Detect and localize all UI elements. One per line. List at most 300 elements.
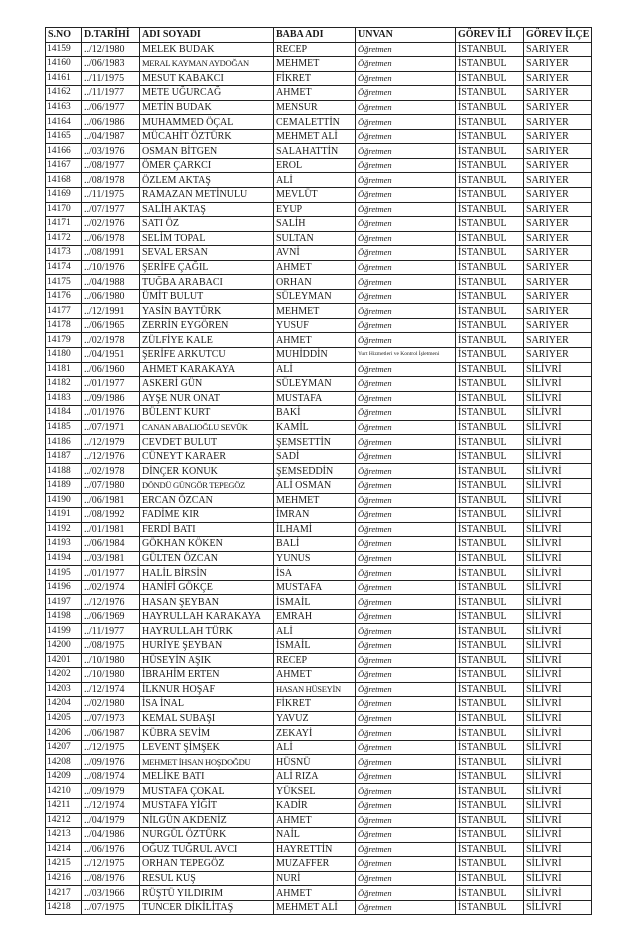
cell-sno: 14167 [46, 158, 82, 173]
cell-sno: 14176 [46, 289, 82, 304]
cell-district: SİLİVRİ [524, 755, 592, 770]
cell-province: İSTANBUL [456, 86, 524, 101]
cell-sno: 14184 [46, 406, 82, 421]
table-row [46, 886, 592, 901]
table-row [46, 609, 592, 624]
cell-birth-date: ../07/1980 [82, 478, 140, 493]
table-row [46, 289, 592, 304]
cell-district: SİLİVRİ [524, 798, 592, 813]
table-row [46, 522, 592, 537]
cell-province: İSTANBUL [456, 362, 524, 377]
cell-district: SARIYER [524, 100, 592, 115]
cell-birth-date: ../06/1977 [82, 100, 140, 115]
cell-full-name: MEHMET İHSAN HOŞDOĞDU [140, 755, 274, 770]
cell-father-name: ZEKAYİ [274, 726, 356, 741]
table-row [46, 842, 592, 857]
cell-sno: 14197 [46, 595, 82, 610]
cell-full-name: CÜNEYT KARAER [140, 449, 274, 464]
cell-father-name: SULTAN [274, 231, 356, 246]
cell-sno: 14165 [46, 129, 82, 144]
cell-full-name: MUHAMMED ÖÇAL [140, 115, 274, 130]
cell-province: İSTANBUL [456, 289, 524, 304]
cell-full-name: MESUT KABAKCI [140, 71, 274, 86]
cell-father-name: ALİ [274, 173, 356, 188]
cell-father-name: ŞEMSEDDİN [274, 464, 356, 479]
cell-full-name: ZÜLFİYE KALE [140, 333, 274, 348]
cell-district: SİLİVRİ [524, 697, 592, 712]
cell-province: İSTANBUL [456, 769, 524, 784]
cell-birth-date: ../02/1980 [82, 697, 140, 712]
cell-birth-date: ../06/1983 [82, 57, 140, 72]
cell-district: SARIYER [524, 202, 592, 217]
cell-title: Öğretmen [356, 57, 456, 72]
cell-district: SARIYER [524, 42, 592, 57]
document-page [45, 27, 592, 915]
cell-full-name: ŞERİFE ARKUTCU [140, 348, 274, 363]
table-row [46, 900, 592, 915]
cell-full-name: RAMAZAN METİNULU [140, 188, 274, 203]
cell-sno: 14207 [46, 740, 82, 755]
cell-full-name: NİLGÜN AKDENİZ [140, 813, 274, 828]
cell-province: İSTANBUL [456, 828, 524, 843]
cell-father-name: İLHAMİ [274, 522, 356, 537]
cell-father-name: YUSUF [274, 318, 356, 333]
cell-father-name: NURİ [274, 871, 356, 886]
cell-birth-date: ../06/1969 [82, 609, 140, 624]
table-row [46, 231, 592, 246]
cell-province: İSTANBUL [456, 478, 524, 493]
cell-province: İSTANBUL [456, 188, 524, 203]
cell-father-name: MEHMET [274, 493, 356, 508]
cell-title: Öğretmen [356, 508, 456, 523]
cell-full-name: FERDİ BATI [140, 522, 274, 537]
cell-father-name: MEHMET ALİ [274, 900, 356, 915]
table-row [46, 144, 592, 159]
cell-birth-date: ../03/1966 [82, 886, 140, 901]
cell-title: Öğretmen [356, 871, 456, 886]
cell-full-name: LEVENT ŞİMŞEK [140, 740, 274, 755]
cell-full-name: ÖZLEM AKTAŞ [140, 173, 274, 188]
cell-full-name: RESUL KUŞ [140, 871, 274, 886]
cell-title: Öğretmen [356, 420, 456, 435]
cell-district: SARIYER [524, 246, 592, 261]
cell-father-name: AHMET [274, 813, 356, 828]
cell-full-name: SELİM TOPAL [140, 231, 274, 246]
table-row [46, 260, 592, 275]
cell-full-name: ZERRİN EYGÖREN [140, 318, 274, 333]
cell-district: SİLİVRİ [524, 551, 592, 566]
header-full-name: ADI SOYADI [140, 28, 274, 43]
cell-father-name: İSA [274, 566, 356, 581]
cell-title: Öğretmen [356, 784, 456, 799]
cell-district: SİLİVRİ [524, 784, 592, 799]
cell-province: İSTANBUL [456, 57, 524, 72]
cell-birth-date: ../10/1976 [82, 260, 140, 275]
cell-full-name: MELİKE BATI [140, 769, 274, 784]
cell-sno: 14215 [46, 857, 82, 872]
cell-title: Öğretmen [356, 740, 456, 755]
cell-father-name: AHMET [274, 333, 356, 348]
cell-full-name: SEVAL ERSAN [140, 246, 274, 261]
table-row [46, 333, 592, 348]
cell-district: SİLİVRİ [524, 493, 592, 508]
table-row [46, 726, 592, 741]
cell-district: SARIYER [524, 260, 592, 275]
cell-title: Öğretmen [356, 595, 456, 610]
cell-province: İSTANBUL [456, 551, 524, 566]
table-row [46, 420, 592, 435]
cell-birth-date: ../11/1975 [82, 71, 140, 86]
cell-full-name: ÜMİT BULUT [140, 289, 274, 304]
cell-sno: 14173 [46, 246, 82, 261]
cell-father-name: İSMAİL [274, 638, 356, 653]
table-row [46, 566, 592, 581]
cell-title: Öğretmen [356, 42, 456, 57]
cell-sno: 14196 [46, 580, 82, 595]
cell-father-name: FİKRET [274, 71, 356, 86]
cell-father-name: SÜLEYMAN [274, 289, 356, 304]
cell-birth-date: ../04/1988 [82, 275, 140, 290]
cell-sno: 14181 [46, 362, 82, 377]
cell-birth-date: ../02/1978 [82, 464, 140, 479]
cell-province: İSTANBUL [456, 158, 524, 173]
cell-full-name: ERCAN ÖZCAN [140, 493, 274, 508]
cell-title: Öğretmen [356, 653, 456, 668]
cell-district: SİLİVRİ [524, 420, 592, 435]
cell-sno: 14188 [46, 464, 82, 479]
cell-sno: 14190 [46, 493, 82, 508]
cell-birth-date: ../11/1977 [82, 624, 140, 639]
table-row [46, 246, 592, 261]
cell-birth-date: ../08/1978 [82, 173, 140, 188]
cell-province: İSTANBUL [456, 304, 524, 319]
table-row [46, 129, 592, 144]
cell-father-name: CEMALETTİN [274, 115, 356, 130]
cell-father-name: MEVLÜT [274, 188, 356, 203]
cell-sno: 14210 [46, 784, 82, 799]
cell-province: İSTANBUL [456, 464, 524, 479]
cell-full-name: CEVDET BULUT [140, 435, 274, 450]
cell-province: İSTANBUL [456, 900, 524, 915]
cell-father-name: ŞEMSETTİN [274, 435, 356, 450]
cell-sno: 14208 [46, 755, 82, 770]
cell-birth-date: ../08/1977 [82, 158, 140, 173]
table-row [46, 711, 592, 726]
cell-province: İSTANBUL [456, 100, 524, 115]
cell-title: Öğretmen [356, 231, 456, 246]
header-sno: S.NO [46, 28, 82, 43]
table-row [46, 377, 592, 392]
table-row [46, 668, 592, 683]
cell-province: İSTANBUL [456, 275, 524, 290]
cell-province: İSTANBUL [456, 71, 524, 86]
cell-province: İSTANBUL [456, 668, 524, 683]
cell-title: Öğretmen [356, 391, 456, 406]
cell-district: SİLİVRİ [524, 886, 592, 901]
cell-district: SARIYER [524, 188, 592, 203]
cell-birth-date: ../01/1981 [82, 522, 140, 537]
cell-sno: 14174 [46, 260, 82, 275]
cell-province: İSTANBUL [456, 420, 524, 435]
cell-full-name: ŞERİFE ÇAĞIL [140, 260, 274, 275]
cell-title: Öğretmen [356, 886, 456, 901]
cell-title: Öğretmen [356, 493, 456, 508]
cell-title: Öğretmen [356, 638, 456, 653]
cell-title: Öğretmen [356, 522, 456, 537]
cell-province: İSTANBUL [456, 755, 524, 770]
table-row [46, 798, 592, 813]
cell-title: Öğretmen [356, 86, 456, 101]
cell-father-name: İMRAN [274, 508, 356, 523]
cell-title: Öğretmen [356, 217, 456, 232]
cell-district: SARIYER [524, 71, 592, 86]
cell-title: Öğretmen [356, 813, 456, 828]
cell-province: İSTANBUL [456, 231, 524, 246]
cell-province: İSTANBUL [456, 202, 524, 217]
cell-title: Öğretmen [356, 435, 456, 450]
table-row [46, 100, 592, 115]
cell-district: SİLİVRİ [524, 377, 592, 392]
cell-district: SİLİVRİ [524, 595, 592, 610]
cell-birth-date: ../01/1976 [82, 406, 140, 421]
cell-district: SİLİVRİ [524, 435, 592, 450]
cell-sno: 14168 [46, 173, 82, 188]
cell-birth-date: ../12/1991 [82, 304, 140, 319]
cell-province: İSTANBUL [456, 217, 524, 232]
cell-birth-date: ../03/1976 [82, 144, 140, 159]
cell-sno: 14161 [46, 71, 82, 86]
cell-province: İSTANBUL [456, 144, 524, 159]
cell-province: İSTANBUL [456, 115, 524, 130]
cell-father-name: ALİ RIZA [274, 769, 356, 784]
cell-birth-date: ../12/1974 [82, 798, 140, 813]
cell-district: SİLİVRİ [524, 769, 592, 784]
cell-province: İSTANBUL [456, 726, 524, 741]
cell-father-name: İSMAİL [274, 595, 356, 610]
cell-father-name: MENSUR [274, 100, 356, 115]
cell-district: SİLİVRİ [524, 871, 592, 886]
cell-district: SARIYER [524, 173, 592, 188]
cell-birth-date: ../08/1991 [82, 246, 140, 261]
header-province: GÖREV İLİ [456, 28, 524, 43]
cell-full-name: HÜSEYİN AŞIK [140, 653, 274, 668]
cell-father-name: AHMET [274, 260, 356, 275]
cell-title: Öğretmen [356, 100, 456, 115]
cell-father-name: MEHMET ALİ [274, 129, 356, 144]
cell-full-name: HURİYE ŞEYBAN [140, 638, 274, 653]
cell-title: Öğretmen [356, 289, 456, 304]
cell-birth-date: ../06/1986 [82, 115, 140, 130]
cell-title: Öğretmen [356, 566, 456, 581]
cell-sno: 14216 [46, 871, 82, 886]
table-row [46, 653, 592, 668]
table-row [46, 857, 592, 872]
cell-full-name: CANAN ABALIOĞLU SEVÜK [140, 420, 274, 435]
cell-sno: 14171 [46, 217, 82, 232]
cell-sno: 14182 [46, 377, 82, 392]
cell-province: İSTANBUL [456, 391, 524, 406]
cell-birth-date: ../10/1980 [82, 668, 140, 683]
cell-province: İSTANBUL [456, 173, 524, 188]
table-row [46, 86, 592, 101]
cell-birth-date: ../07/1977 [82, 202, 140, 217]
cell-province: İSTANBUL [456, 566, 524, 581]
cell-district: SİLİVRİ [524, 653, 592, 668]
cell-title: Öğretmen [356, 668, 456, 683]
cell-father-name: SALAHATTİN [274, 144, 356, 159]
table-row [46, 697, 592, 712]
cell-sno: 14189 [46, 478, 82, 493]
cell-province: İSTANBUL [456, 260, 524, 275]
cell-district: SİLİVRİ [524, 406, 592, 421]
cell-birth-date: ../12/1980 [82, 42, 140, 57]
cell-full-name: METE UĞURCAĞ [140, 86, 274, 101]
cell-birth-date: ../08/1976 [82, 871, 140, 886]
cell-district: SİLİVRİ [524, 391, 592, 406]
cell-title: Öğretmen [356, 769, 456, 784]
cell-province: İSTANBUL [456, 609, 524, 624]
table-row [46, 202, 592, 217]
cell-father-name: EMRAH [274, 609, 356, 624]
cell-district: SARIYER [524, 144, 592, 159]
cell-birth-date: ../12/1975 [82, 740, 140, 755]
cell-province: İSTANBUL [456, 697, 524, 712]
cell-father-name: AHMET [274, 86, 356, 101]
table-row [46, 813, 592, 828]
cell-district: SARIYER [524, 86, 592, 101]
table-row [46, 115, 592, 130]
cell-sno: 14195 [46, 566, 82, 581]
cell-title: Öğretmen [356, 798, 456, 813]
cell-birth-date: ../03/1981 [82, 551, 140, 566]
cell-father-name: MUHİDDİN [274, 348, 356, 363]
cell-province: İSTANBUL [456, 682, 524, 697]
cell-title: Öğretmen [356, 711, 456, 726]
cell-full-name: MÜCAHİT ÖZTÜRK [140, 129, 274, 144]
cell-full-name: HANİFİ GÖKÇE [140, 580, 274, 595]
cell-sno: 14194 [46, 551, 82, 566]
cell-sno: 14212 [46, 813, 82, 828]
cell-birth-date: ../04/1951 [82, 348, 140, 363]
cell-title: Öğretmen [356, 755, 456, 770]
cell-district: SARIYER [524, 231, 592, 246]
cell-father-name: BALİ [274, 537, 356, 552]
cell-birth-date: ../06/1984 [82, 537, 140, 552]
cell-district: SİLİVRİ [524, 726, 592, 741]
cell-sno: 14170 [46, 202, 82, 217]
cell-full-name: GÖKHAN KÖKEN [140, 537, 274, 552]
cell-full-name: NURGÜL ÖZTÜRK [140, 828, 274, 843]
table-row [46, 158, 592, 173]
table-header-row [46, 28, 592, 43]
header-birth-date: D.TARİHİ [82, 28, 140, 43]
cell-father-name: MEHMET [274, 304, 356, 319]
cell-father-name: AHMET [274, 668, 356, 683]
cell-birth-date: ../07/1975 [82, 900, 140, 915]
table-row [46, 318, 592, 333]
header-district: GÖREV İLÇE [524, 28, 592, 43]
cell-district: SİLİVRİ [524, 478, 592, 493]
table-row [46, 537, 592, 552]
cell-full-name: KEMAL SUBAŞI [140, 711, 274, 726]
cell-province: İSTANBUL [456, 246, 524, 261]
cell-province: İSTANBUL [456, 580, 524, 595]
table-row [46, 508, 592, 523]
cell-full-name: FADİME KIR [140, 508, 274, 523]
cell-father-name: MEHMET [274, 57, 356, 72]
cell-birth-date: ../02/1974 [82, 580, 140, 595]
cell-title: Öğretmen [356, 464, 456, 479]
cell-title: Öğretmen [356, 551, 456, 566]
cell-district: SARIYER [524, 275, 592, 290]
cell-sno: 14214 [46, 842, 82, 857]
cell-birth-date: ../01/1977 [82, 566, 140, 581]
table-row [46, 348, 592, 363]
cell-title: Öğretmen [356, 682, 456, 697]
table-row [46, 406, 592, 421]
cell-full-name: RÜŞTÜ YILDIRIM [140, 886, 274, 901]
table-row [46, 595, 592, 610]
cell-province: İSTANBUL [456, 813, 524, 828]
cell-province: İSTANBUL [456, 522, 524, 537]
cell-sno: 14193 [46, 537, 82, 552]
cell-title: Öğretmen [356, 406, 456, 421]
cell-full-name: ORHAN TEPEGÖZ [140, 857, 274, 872]
cell-full-name: MUSTAFA ÇOKAL [140, 784, 274, 799]
cell-district: SİLİVRİ [524, 609, 592, 624]
cell-district: SARIYER [524, 289, 592, 304]
cell-title: Öğretmen [356, 202, 456, 217]
cell-title: Öğretmen [356, 580, 456, 595]
cell-title: Öğretmen [356, 304, 456, 319]
cell-full-name: HALİL BİRSİN [140, 566, 274, 581]
table-row [46, 755, 592, 770]
cell-province: İSTANBUL [456, 42, 524, 57]
table-row [46, 784, 592, 799]
cell-district: SİLİVRİ [524, 857, 592, 872]
cell-district: SARIYER [524, 348, 592, 363]
cell-district: SİLİVRİ [524, 842, 592, 857]
cell-birth-date: ../04/1986 [82, 828, 140, 843]
cell-father-name: BAKİ [274, 406, 356, 421]
cell-title: Öğretmen [356, 362, 456, 377]
cell-province: İSTANBUL [456, 493, 524, 508]
cell-title: Öğretmen [356, 318, 456, 333]
cell-district: SARIYER [524, 115, 592, 130]
cell-father-name: YÜKSEL [274, 784, 356, 799]
cell-sno: 14179 [46, 333, 82, 348]
cell-sno: 14186 [46, 435, 82, 450]
table-row [46, 57, 592, 72]
cell-sno: 14206 [46, 726, 82, 741]
cell-district: SARIYER [524, 217, 592, 232]
cell-father-name: EYUP [274, 202, 356, 217]
cell-full-name: TUĞBA ARABACI [140, 275, 274, 290]
cell-birth-date: ../11/1975 [82, 188, 140, 203]
cell-province: İSTANBUL [456, 638, 524, 653]
cell-full-name: YASİN BAYTÜRK [140, 304, 274, 319]
table-row [46, 173, 592, 188]
cell-father-name: MUSTAFA [274, 391, 356, 406]
cell-title: Öğretmen [356, 478, 456, 493]
cell-full-name: OSMAN BİTGEN [140, 144, 274, 159]
cell-birth-date: ../08/1975 [82, 638, 140, 653]
cell-title: Yurt Hizmetleri ve Kontrol İşletmeni [356, 348, 456, 363]
cell-province: İSTANBUL [456, 653, 524, 668]
cell-father-name: ALİ OSMAN [274, 478, 356, 493]
cell-full-name: OĞUZ TUĞRUL AVCI [140, 842, 274, 857]
table-row [46, 304, 592, 319]
